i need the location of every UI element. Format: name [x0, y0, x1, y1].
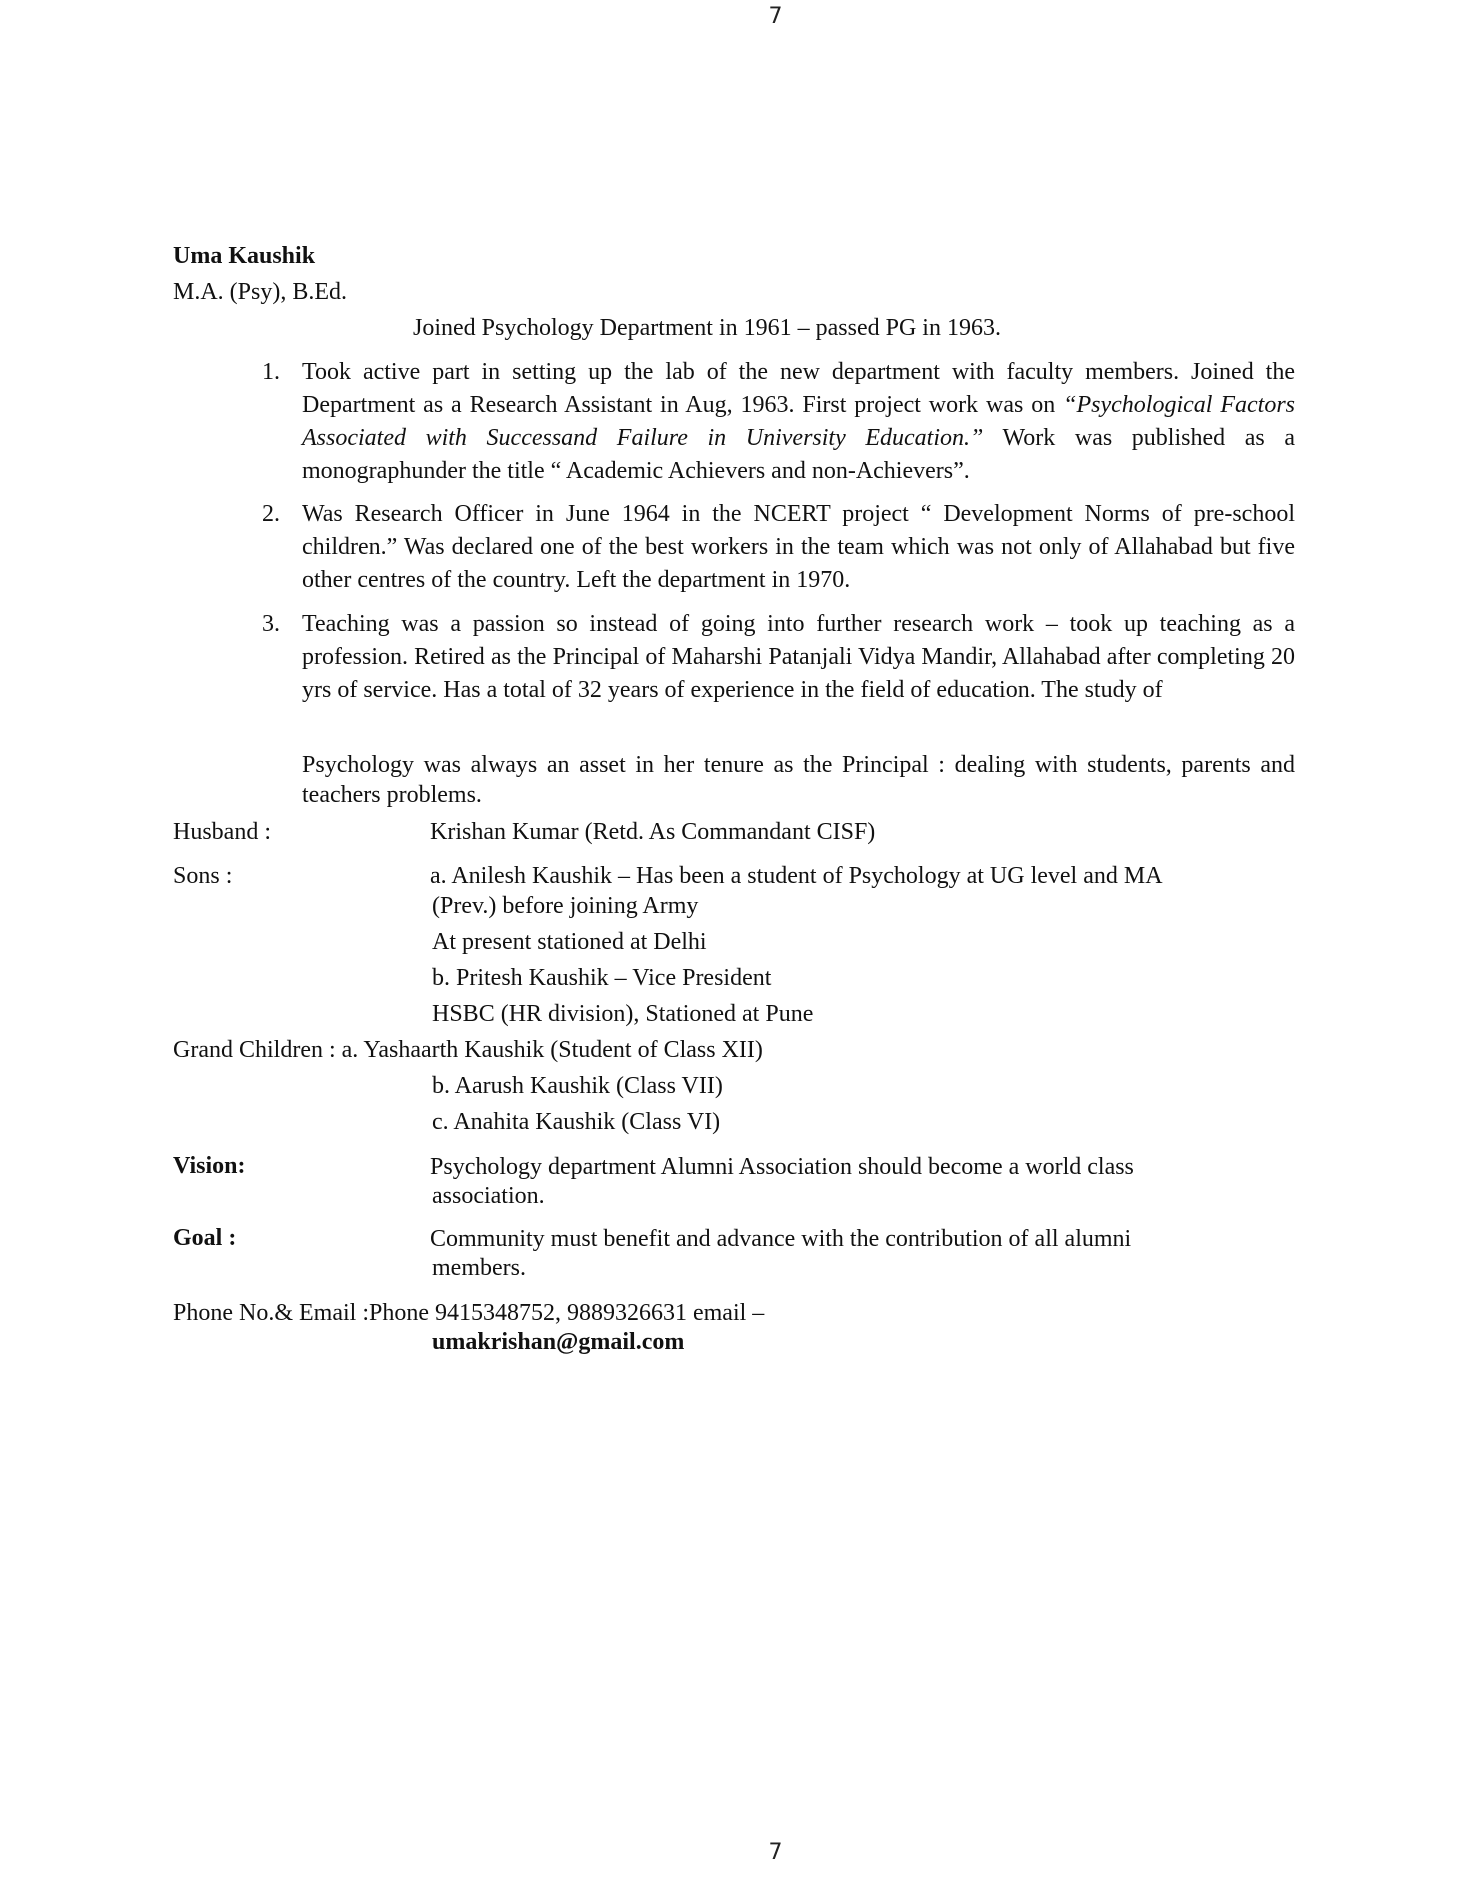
item-number-3: 3. [262, 611, 280, 637]
page-number-top: 7 [768, 4, 783, 29]
sons-label: Sons : [173, 863, 233, 889]
vision-label: Vision: [173, 1153, 246, 1179]
item-number-1: 1. [262, 359, 280, 385]
contact-label: Phone No.& Email :Phone 9415348752, 9889326631 email – [173, 1300, 765, 1326]
page-number-bottom: 7 [768, 1840, 783, 1865]
husband-value: Krishan Kumar (Retd. As Commandant CISF) [430, 819, 876, 845]
sons-line-1: a. Anilesh Kaushik – Has been a student of Psychology at UG level and MA [430, 863, 1163, 889]
item-1-text [302, 356, 1295, 488]
item-number-2: 2. [262, 501, 280, 527]
husband-label: Husband : [173, 819, 271, 845]
intro-line: Joined Psychology Department in 1961 – passed PG in 1963. [413, 315, 1001, 341]
vision-line-1: Psychology department Alumni Association should become a world class [430, 1154, 1134, 1180]
sons-line-3: b. Pritesh Kaushik – Vice President [432, 965, 772, 991]
item-1-after: Work was published as a monographunder the title “ Academic Achievers and non-Achievers”. [302, 425, 1295, 484]
grand-children-line-2: b. Aarush Kaushik (Class VII) [432, 1073, 723, 1099]
goal-line-2: members. [432, 1255, 526, 1281]
grand-children-label: Grand Children : a. Yashaarth Kaushik (Student of Class XII) [173, 1037, 763, 1063]
goal-label: Goal : [173, 1225, 237, 1251]
sons-line-2: At present stationed at Delhi [432, 929, 707, 955]
degree: M.A. (Psy), B.Ed. [173, 279, 348, 305]
sons-line-4: HSBC (HR division), Stationed at Pune [432, 1001, 814, 1027]
vision-line-2: association. [432, 1183, 545, 1209]
item-3-continuation: Psychology was always an asset in her tenure as the Principal : dealing with students, parents and teachers problems. [302, 752, 1295, 808]
item-1-italic: “Psychological Factors Associated with Successand Failure in University Education.” [302, 392, 1296, 451]
item-1-before: Took active part in setting up the lab of the new department with faculty members. Joined the Department as a Research Assistant in Aug, 1963. First project work was on [302, 359, 1295, 418]
sons-line-1b: (Prev.) before joining Army [432, 893, 699, 919]
person-name: Uma Kaushik [173, 243, 316, 269]
email-address[interactable]: umakrishan@gmail.com [432, 1329, 685, 1355]
goal-line-1: Community must benefit and advance with the contribution of all alumni [430, 1226, 1132, 1252]
item-3-text: Teaching was a passion so instead of going into further research work – took up teaching as a profession. Retired as the Principal of Maharshi Patanjali Vidya Mandir, Allahabad after completing 20 yrs of service. Has a total of 32 years of experience in the field of education. The study of [302, 611, 1295, 703]
grand-children-line-3: c. Anahita Kaushik (Class VI) [432, 1109, 721, 1135]
item-2-text: Was Research Officer in June 1964 in the NCERT project “ Development Norms of pre-school children.” Was declared one of the best workers in the team which was not only of Allahabad but five other centres of the country. Left the department in 1970. [302, 501, 1295, 593]
